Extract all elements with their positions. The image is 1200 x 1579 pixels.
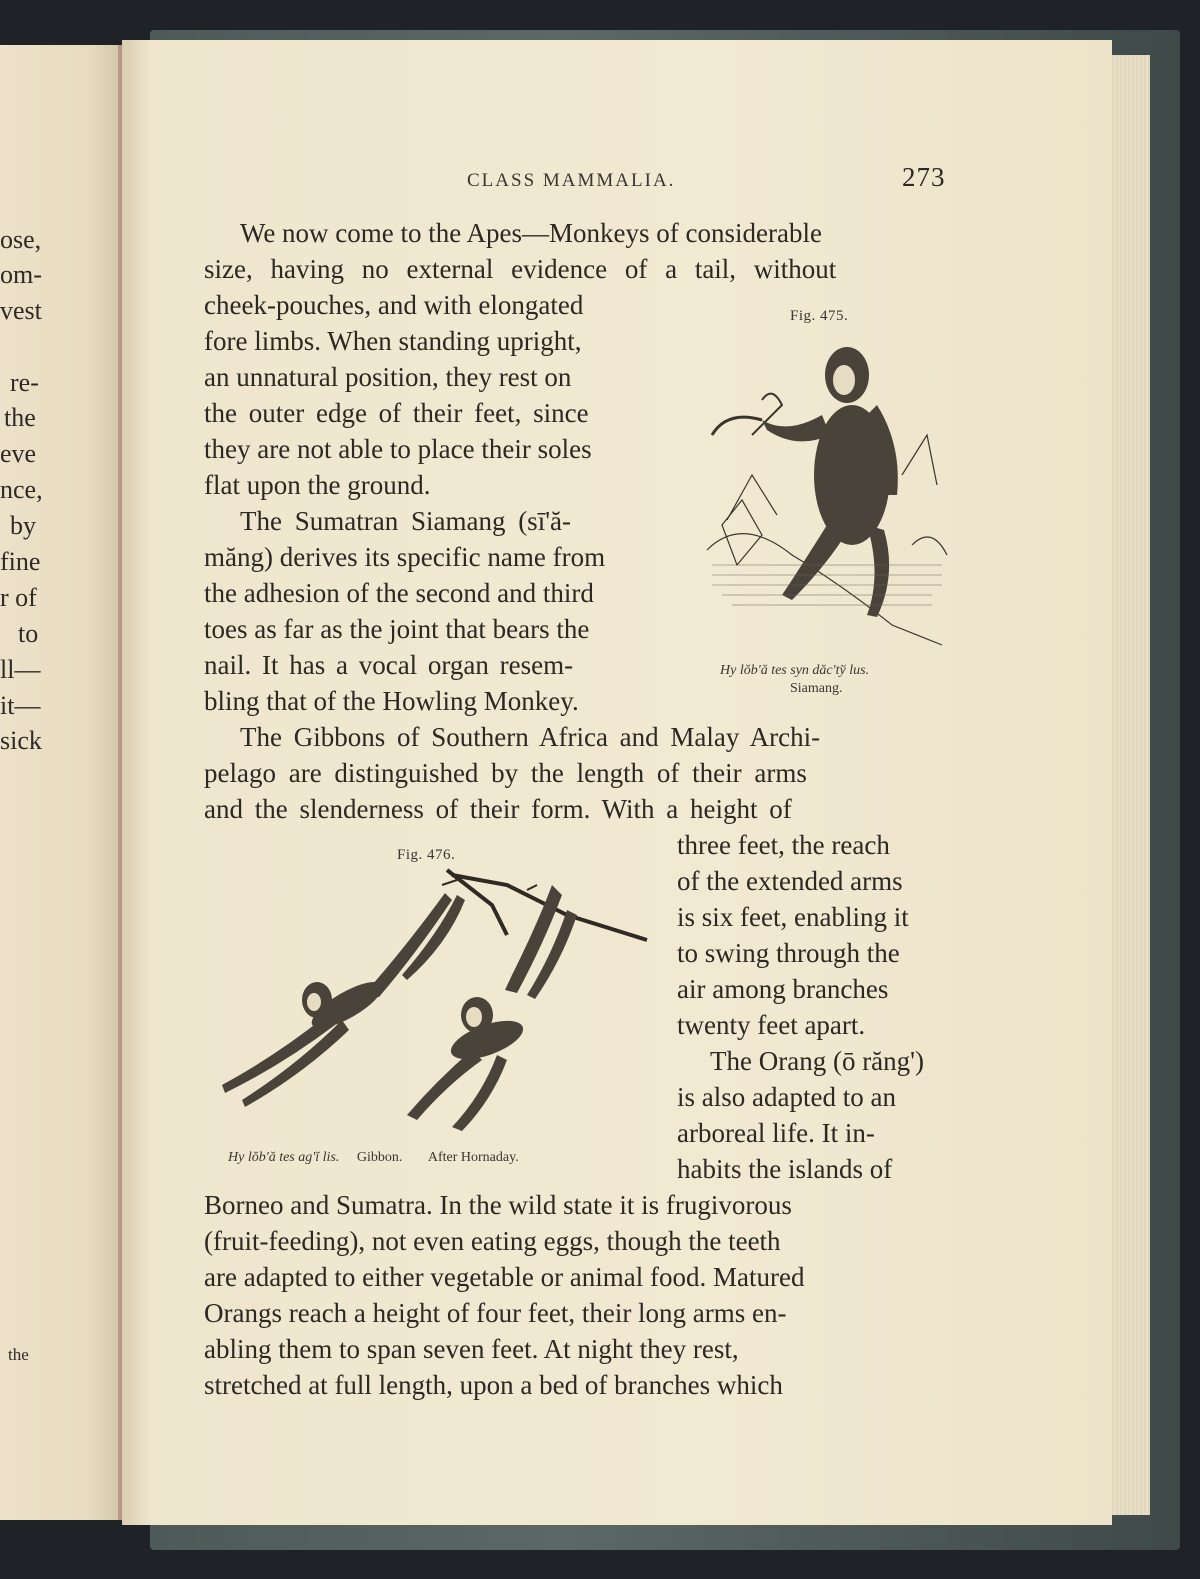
left-fragment: re- [10,368,39,397]
text-line: is six feet, enabling it [677,902,909,932]
text-line: they are not able to place their soles [204,434,592,464]
text-line: The Gibbons of Southern Africa and Malay Archi- [240,722,821,752]
text-line: We now come to the Apes—Monkeys of considerable [240,218,822,248]
left-fragment: nce, [0,475,43,504]
text-line: pelago are distinguished by the length of their arms [204,758,807,788]
text-line: fore limbs. When standing upright, [204,326,582,356]
left-fragment: om- [0,260,42,289]
left-page [0,45,128,1520]
left-fragment: vest [0,296,42,325]
text-line: măng) derives its specific name from [204,542,606,572]
text-line: Borneo and Sumatra. In the wild state it is frugivorous [204,1190,792,1220]
text-line: nail. It has a vocal organ resem- [204,650,574,680]
left-fragment: sick [0,726,42,755]
text-line: are adapted to either vegetable or animal food. Matured [204,1262,805,1292]
left-fragment: fine [0,547,41,576]
caption-latin: Hy lŏb'ă tes syn dăc'tў lus. [720,663,870,678]
text-line: the adhesion of the second and third [204,578,594,608]
figure-label: Fig. 475. [790,308,849,324]
left-fragment: eve [0,439,37,468]
text-line: the outer edge of their feet, since [204,398,589,428]
text-line: twenty feet apart. [677,1010,866,1040]
text-line: cheek-pouches, and with elongated [204,290,584,320]
text-line: an unnatural position, they rest on [204,362,572,392]
text-line: bling that of the Howling Monkey. [204,686,579,716]
text-line: to swing through the [677,938,900,968]
text-line: three feet, the reach [677,830,890,860]
right-page [122,40,1112,1525]
running-header: CLASS MAMMALIA. [467,170,676,191]
caption-credit: After Hornaday. [427,1150,519,1165]
text-line: size, having no external evidence of a tail, without [204,254,837,284]
left-fragment: it— [0,691,41,720]
text-line: is also adapted to an [677,1082,896,1112]
text-line: The Orang (ō răng') [710,1046,925,1076]
caption-common: Gibbon. [356,1150,403,1165]
gibbon-illustration [207,865,657,1145]
figure-caption [790,681,843,697]
text-line: The Sumatran Siamang (sī'ă- [240,506,572,536]
text-line: and the slenderness of their form. With a height of [204,794,792,824]
caption-latin: Hy lŏb'ă tes ag'ĭ lis. [228,1150,340,1165]
figure-caption [720,663,869,679]
text-line: toes as far as the joint that bears the [204,614,590,644]
siamang-illustration [702,325,952,655]
text-line: Orangs reach a height of four feet, their long arms en- [204,1298,787,1328]
left-fragment: the [8,1345,29,1364]
figure-label: Fig. 476. [397,847,456,863]
left-fragment: ll— [0,655,41,684]
left-fragment: by [10,511,36,540]
text-line: air among branches [677,974,889,1004]
text-line: habits the islands of [677,1154,893,1184]
text-line: of the extended arms [677,866,903,896]
caption-common: Siamang. [790,681,843,696]
text-line: arboreal life. It in- [677,1118,875,1148]
left-fragment: r of [0,583,37,612]
left-fragment: to [18,619,39,648]
text-line: abling them to span seven feet. At night they rest, [204,1334,739,1364]
text-line: stretched at full length, upon a bed of branches which [204,1370,783,1400]
page-number: 273 [902,162,946,192]
left-fragment: the [4,403,36,432]
figure-caption [228,1150,519,1166]
left-fragment: ose, [0,225,42,254]
text-line: flat upon the ground. [204,470,431,500]
text-line: (fruit-feeding), not even eating eggs, though the teeth [204,1226,781,1256]
